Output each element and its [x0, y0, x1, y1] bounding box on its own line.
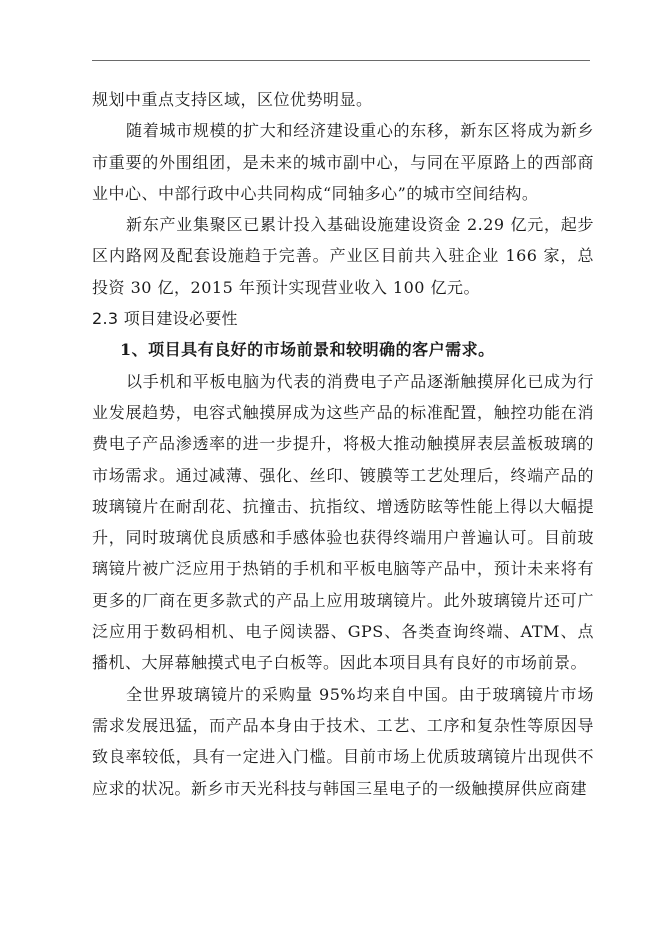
paragraph-industrial-cluster: 新东产业集聚区已累计投入基础设施建设资金 2.29 亿元，起步区内路网及配套设施趋于完善。产业区目前共入驻企业 166 家，总投资 30 亿，2015 年预计实现营业收入 100 亿元。	[92, 215, 594, 297]
document-body	[92, 84, 594, 804]
header-rule	[92, 60, 590, 61]
paragraph-location-advantage: 规划中重点支持区域，区位优势明显。	[92, 90, 373, 109]
paragraph-touchscreen-trend: 以手机和平板电脑为代表的消费电子产品逐渐触摸屏化已成为行业发展趋势，电容式触摸屏成为这些产品的标准配置，触控功能在消费电子产品渗透率的进一步提升，将极大推动触摸屏表层盖板玻璃的市场需求。通过减薄、强化、丝印、镀膜等工艺处理后，终端产品的玻璃镜片在耐刮花、抗撞击、抗指纹、增透防眩等性能上得以大幅提升，同时玻璃优良质感和手感体验也获得终端用户普遍认可。目前玻璃镜片被广泛应用于热销的手机和平板电脑等产品中，预计未来将有更多的厂商在更多款式的产品上应用玻璃镜片。此外玻璃镜片还可广泛应用于数码相机、电子阅读器、GPS、各类查询终端、ATM、点播机、大屏幕触摸式电子白板等。因此本项目具有良好的市场前景。	[92, 371, 594, 673]
paragraph-new-east-district: 随着城市规模的扩大和经济建设重心的东移，新东区将成为新乡市重要的外围组团，是未来的城市副中心，与同在平原路上的西部商业中心、中部行政中心共同构成“同轴多心”的城市空间结构。	[92, 121, 594, 203]
section-heading-project-necessity: 2.3 项目建设必要性	[92, 309, 238, 329]
paragraph-global-procurement: 全世界玻璃镜片的采购量 95%均来自中国。由于玻璃镜片市场需求发展迅猛，而产品本身由于技术、工艺、工序和复杂性等原因导致良率较低，具有一定进入门槛。目前市场上优质玻璃镜片出现供不应求的状况。新乡市天光科技与韩国三星电子的一级触摸屏供应商建	[92, 684, 594, 798]
sub-heading-market-prospect: 1、项目具有良好的市场前景和较明确的客户需求。	[120, 340, 495, 360]
